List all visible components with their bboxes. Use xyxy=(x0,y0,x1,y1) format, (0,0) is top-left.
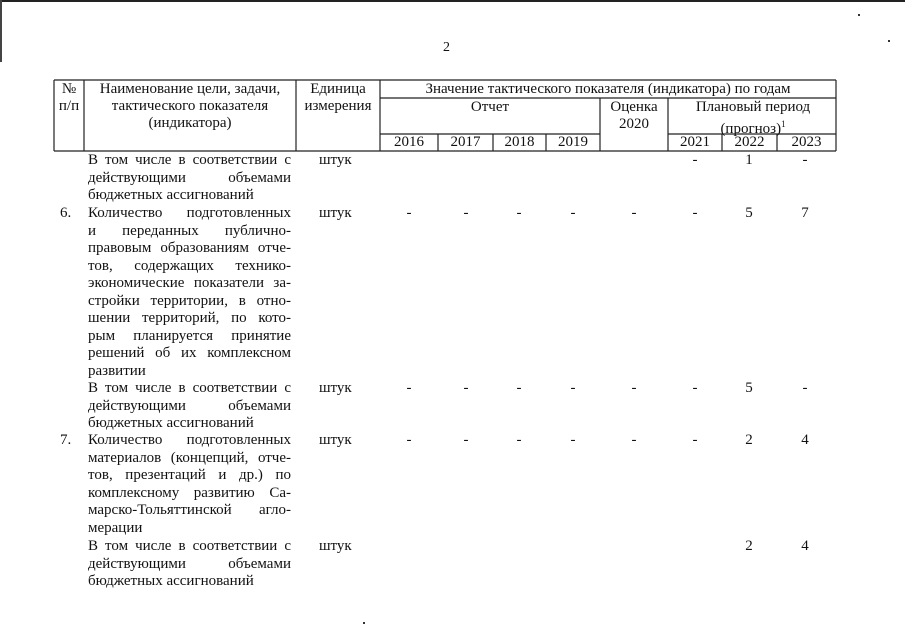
header-num: № п/п xyxy=(58,81,80,114)
header-year-2016: 2016 xyxy=(394,134,424,150)
header-values: Значение тактического показателя (индикатора) по годам xyxy=(425,81,791,97)
row-name-line: действующими объемами xyxy=(88,555,291,572)
row-name-line: развитии xyxy=(88,362,146,379)
row-name-line: В том числе в соответствии с xyxy=(88,152,291,168)
row-value: - xyxy=(631,205,637,221)
row-name-line: В том числе в соответствии с xyxy=(88,538,291,554)
row-value: - xyxy=(570,380,576,396)
row-number: 6. xyxy=(60,205,72,221)
row-value: - xyxy=(692,205,698,221)
row-unit: штук xyxy=(319,205,352,221)
page-top-border xyxy=(0,0,905,2)
header-plan-label: Плановый период (прогноз) xyxy=(695,99,811,137)
row-value: 5 xyxy=(745,380,753,396)
row-value: - xyxy=(516,380,522,396)
header-plan xyxy=(672,99,834,138)
header-year-2019: 2019 xyxy=(558,134,588,150)
row-name-line: бюджетных ассигнований xyxy=(88,573,254,589)
row-name-line: тов, содержащих технико- xyxy=(88,257,291,274)
row-name-line: бюджетных ассигнований xyxy=(88,187,254,203)
header-unit: Единица измерения xyxy=(304,81,372,114)
header-year-2018: 2018 xyxy=(504,134,535,150)
row-unit: штук xyxy=(319,538,352,554)
row-name-line: и переданных публично- xyxy=(88,222,291,239)
row-name-line: комплексному развитию Са- xyxy=(88,484,291,501)
row-value: 7 xyxy=(801,205,809,221)
row-value: 4 xyxy=(801,538,809,554)
row-value: 1 xyxy=(745,152,753,168)
row-name-line: решений об их комплексном xyxy=(88,345,291,361)
scan-speck xyxy=(363,622,365,624)
row-value: - xyxy=(516,205,522,221)
row-name-line: стройки территории, в отно- xyxy=(88,292,291,309)
row-name-line: правовым образованиям отче- xyxy=(88,240,291,256)
row-value: - xyxy=(463,432,469,448)
row-unit: штук xyxy=(319,432,352,448)
row-name-line: экономические показатели за- xyxy=(88,275,291,291)
row-name-line: Количество подготовленных xyxy=(88,432,291,448)
row-unit: штук xyxy=(319,152,352,168)
row-unit: штук xyxy=(319,380,352,396)
row-value: - xyxy=(631,380,637,396)
header-plan-footnote: 1 xyxy=(781,119,786,129)
page-number: 2 xyxy=(443,40,450,55)
row-name-line: действующими объемами xyxy=(88,169,291,186)
row-value: - xyxy=(692,152,698,168)
row-name-line: шении территорий, по кото- xyxy=(88,310,291,326)
row-name-line: тов, презентаций и др.) по xyxy=(88,467,291,483)
row-value: - xyxy=(463,205,469,221)
row-value: - xyxy=(631,432,637,448)
row-name-line: В том числе в соответствии с xyxy=(88,380,291,396)
header-year-2017: 2017 xyxy=(450,134,481,150)
row-value: - xyxy=(463,380,469,396)
row-value: 2 xyxy=(745,432,753,448)
header-year-2022: 2022 xyxy=(734,134,765,150)
row-name-line: бюджетных ассигнований xyxy=(88,415,254,431)
row-value: - xyxy=(692,380,698,396)
header-name: Наименование цели, задачи, тактического показателя (индикатора) xyxy=(99,81,281,131)
row-name-line: марско-Тольяттинской агло- xyxy=(88,502,291,518)
row-name-line: Количество подготовленных xyxy=(88,205,291,221)
row-number: 7. xyxy=(60,432,72,448)
row-name-line: материалов (концепций, отче- xyxy=(88,449,291,466)
row-value: - xyxy=(406,380,412,396)
page-left-border xyxy=(0,0,2,62)
row-value: - xyxy=(802,152,808,168)
header-report: Отчет xyxy=(470,99,510,115)
row-value: - xyxy=(406,205,412,221)
header-year-2021: 2021 xyxy=(680,134,710,150)
scan-speck xyxy=(888,40,890,42)
row-value: 5 xyxy=(745,205,753,221)
row-value: 2 xyxy=(745,538,753,554)
row-name-line: рым планируется принятие xyxy=(88,327,291,344)
row-value: - xyxy=(516,432,522,448)
header-estimate: Оценка 2020 xyxy=(610,99,658,132)
row-value: - xyxy=(406,432,412,448)
row-name-line: действующими объемами xyxy=(88,397,291,414)
row-value: 4 xyxy=(801,432,809,448)
row-name-line: мерации xyxy=(88,519,143,536)
header-year-2023: 2023 xyxy=(791,134,822,150)
scan-speck xyxy=(858,14,860,16)
row-value: - xyxy=(570,205,576,221)
row-value: - xyxy=(802,380,808,396)
row-value: - xyxy=(692,432,698,448)
row-value: - xyxy=(570,432,576,448)
